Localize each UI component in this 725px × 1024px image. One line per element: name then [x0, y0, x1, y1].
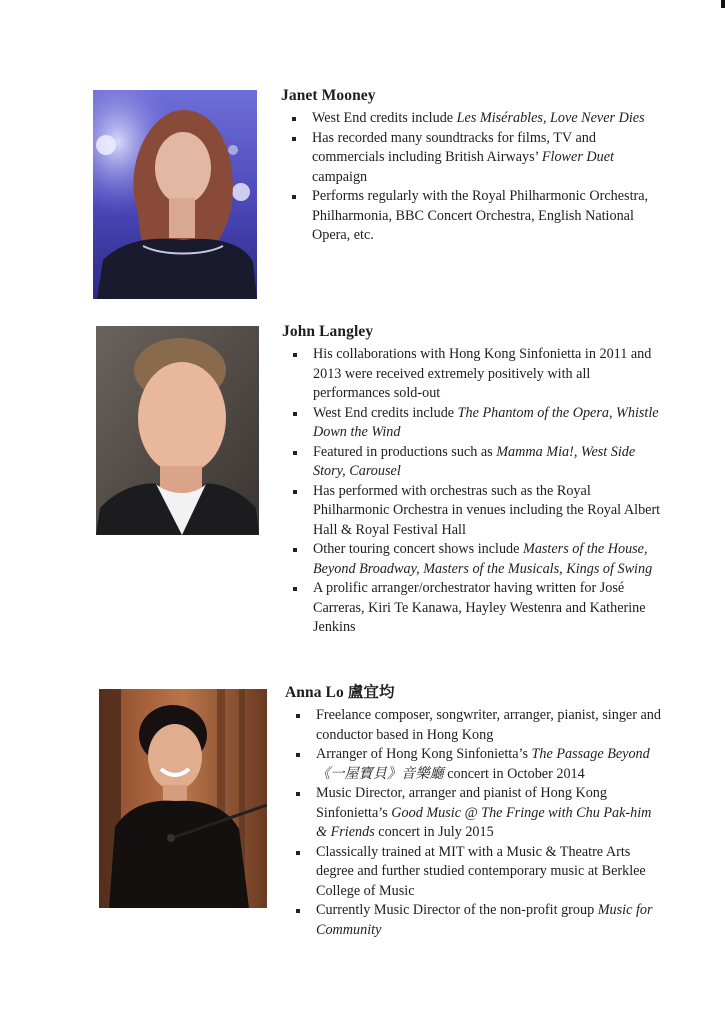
credit-text: Currently Music Director of the non-profit group: [316, 902, 598, 918]
credit-title-text: Flower Duet: [541, 149, 614, 165]
credits-list: [282, 345, 662, 638]
credit-title-text: The Phantom of the Opera, Whistle Down the Wind: [313, 404, 659, 440]
credit-item: [281, 187, 661, 246]
credit-text: West End credits include: [313, 404, 458, 421]
credit-item: [282, 579, 662, 638]
credit-text: concert in October 2014: [443, 765, 585, 782]
credit-text: Has recorded many soundtracks for films, TV and commercials including British Airways’: [312, 129, 596, 165]
credit-item: [285, 784, 665, 843]
credit-text: Music Director, arranger and pianist of Hong Kong Sinfonietta’s: [316, 785, 607, 821]
credit-text: A prolific arranger/orchestrator having written for José Carreras, Kiri Te Kanawa, Hayley Westenra and Katherine Jenkins: [313, 580, 646, 635]
scan-edge-mark: [721, 0, 725, 8]
portrait-photo: [93, 90, 257, 299]
credit-text: Performs regularly with the Royal Philharmonic Orchestra, Philharmonia, BBC Concert Orchestra, English National Opera, etc.: [312, 188, 649, 243]
credit-item: [282, 404, 662, 443]
credit-item: [285, 901, 665, 940]
artist-name: Anna Lo 盧宜均: [285, 684, 395, 701]
credit-item: [281, 109, 661, 129]
portrait-anna-lo: [99, 689, 267, 908]
credit-item: [282, 443, 662, 482]
credit-text: West End credits include: [312, 110, 457, 126]
credit-title-text: The Passage Beyond《一屋寶貝》音樂廳: [316, 746, 650, 782]
credit-title-text: Music for Community: [316, 902, 653, 938]
portrait-john-langley: [96, 326, 259, 535]
credit-text: Classically trained at MIT with a Music & Theatre Arts degree and further studied contemporary music at Berklee College of Music: [316, 843, 646, 899]
artist-name: Janet Mooney: [281, 87, 376, 104]
credit-title-text: Good Music @ The Fringe with Chu Pak-him & Friends: [316, 804, 652, 840]
credit-item: [282, 345, 662, 404]
artist-name: John Langley: [282, 323, 374, 340]
credit-title-text: Les Misérables,: [456, 110, 547, 126]
credit-title-text: Love Never Dies: [550, 110, 645, 126]
credit-item: [285, 706, 665, 745]
credit-item: [282, 540, 662, 579]
credit-text: His collaborations with Hong Kong Sinfonietta in 2011 and 2013 were received extremely positively with all performances sold-out: [313, 346, 652, 401]
portrait-photo: [96, 326, 259, 535]
credit-item: [285, 843, 665, 902]
credits-list: [285, 706, 665, 940]
credit-text: Arranger of Hong Kong Sinfonietta’s: [316, 746, 532, 762]
credit-item: [281, 129, 661, 188]
credit-text: campaign: [312, 168, 368, 185]
portrait-janet-mooney: [93, 90, 257, 299]
credit-text: Freelance composer, songwriter, arranger, pianist, singer and conductor based in Hong Kong: [316, 707, 661, 743]
credit-text: Has performed with orchestras such as the Royal Philharmonic Orchestra in venues including the Royal Albert Hall & Royal Festival Hall: [313, 482, 661, 538]
credits-list: [281, 109, 661, 246]
credit-text: concert in July 2015: [374, 824, 494, 840]
credit-item: [282, 482, 662, 541]
credit-item: [285, 745, 665, 784]
credit-title-text: Mamma Mia!, West Side Story, Carousel: [313, 443, 636, 479]
credit-text: Featured in productions such as: [313, 443, 497, 460]
credit-title-text: Masters of the House, Beyond Broadway, Masters of the Musicals, Kings of Swing: [313, 541, 653, 577]
portrait-photo: [99, 689, 267, 908]
credit-text: Other touring concert shows include: [313, 541, 523, 557]
